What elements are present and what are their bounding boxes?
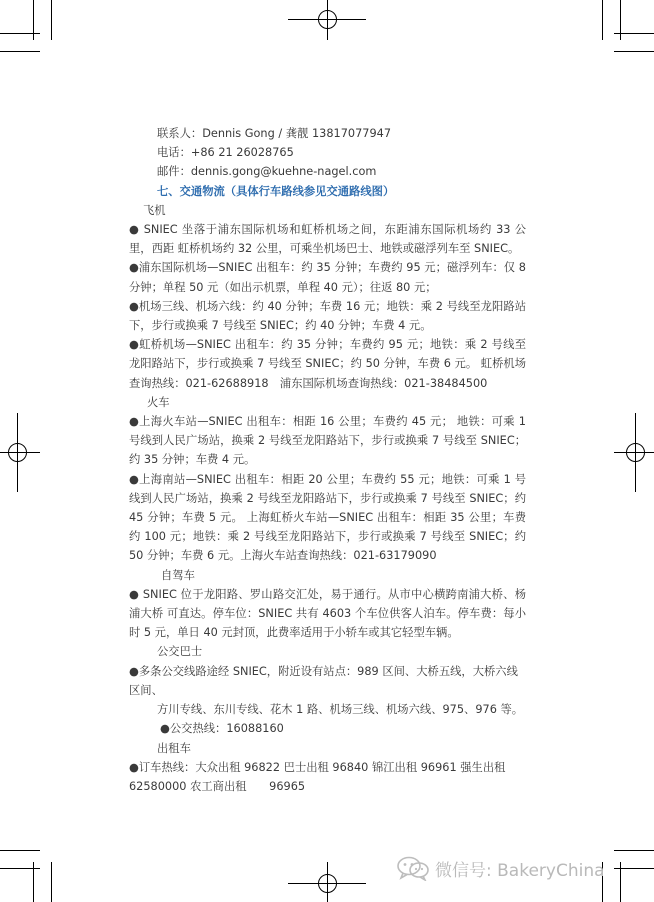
airplane-heading: 飞机: [143, 203, 166, 217]
crop-mark-top-right: [603, 0, 654, 52]
taxi-hotline-line: 62580000 农工商出租 96965: [129, 779, 306, 793]
crop-mark-top-left: [0, 0, 52, 52]
bus-heading: 公交巴士: [157, 645, 203, 659]
wechat-watermark: [396, 853, 605, 883]
registration-mark-bottom: [288, 862, 366, 902]
bus-hotline: ●公交热线：16088160: [160, 722, 284, 736]
contact-email: 邮件：dennis.gong@kuehne-nagel.com: [157, 165, 377, 179]
train-heading: 火车: [147, 395, 170, 409]
self-drive-heading: 自驾车: [161, 568, 195, 582]
airplane-paragraph: ●机场三线、机场六线：约 40 分钟；车费 16 元；地铁：乘 2 号线至龙阳路站下，步行或换乘 7 号线至 SNIEC；约 40 分钟；车费 4 元。: [129, 299, 526, 333]
airplane-paragraph: ●虹桥机场—SNIEC 出租车：约 35 分钟；车费约 95 元；地铁：乘 2 号线至龙阳路站下，步行或换乘 7 号线至 SNIEC；约 50 分钟，车费 6 元。 虹桥机场查询热线：021-62688918 浦东国际机场查询热线：021-38484500: [129, 338, 526, 390]
registration-mark-left: [0, 413, 40, 492]
document-body: [129, 124, 526, 796]
registration-mark-right: [614, 413, 654, 492]
airplane-paragraph: ●浦东国际机场—SNIEC 出租车：约 35 分钟；车费约 95 元；磁浮列车：仅 8 分钟；单程 50 元（如出示机票，单程 40 元）；往返 80 元；: [129, 261, 526, 294]
contact-phone: 电话：+86 21 26028765: [157, 146, 294, 160]
registration-mark-top: [288, 0, 366, 40]
crop-mark-bottom-left: [0, 851, 52, 902]
wechat-icon: [396, 855, 430, 881]
train-paragraph: ●上海火车站—SNIEC 出租车：相距 16 公里；车费约 45 元； 地铁：可乘 1 号线到人民广场站，换乘 2 号线至龙阳路站下，步行或换乘 7 号线至 SNIEC；约 35 分钟；车费 4 元。: [129, 415, 526, 467]
self-drive-paragraph: ● SNIEC 位于龙阳路、罗山路交汇处，易于通行。从市中心横跨南浦大桥、杨浦大桥 可直达。停车位：SNIEC 共有 4603 个车位供客人泊车。停车费：每小时 5 元，单日 40 元封顶，此费率适用于小轿车或其它轻型车辆。: [129, 587, 526, 640]
taxi-hotline-line: ●订车热线：大众出租 96822 巴士出租 96840 锦江出租 96961 强生出租: [129, 760, 506, 774]
airplane-paragraph: ● SNIEC 坐落于浦东国际机场和虹桥机场之间，东距浦东国际机场约 33 公里，西距 虹桥机场约 32 公里，可乘坐机场巴士、地铁或磁浮列车至 SNIEC。: [129, 223, 526, 256]
train-paragraph: ●上海南站—SNIEC 出租车：相距 20 公里；车费约 55 元；地铁：可乘 1 号线到人民广场站，换乘 2 号线至龙阳路站下，步行或换乘 7 号线至 SNIEC；约 45 分钟；车费 5 元。 上海虹桥火车站—SNIEC 出租车：相距 35 公里；车费约 100 元；地铁：乘 2 号线至龙阳路站下，步行或换乘 7 号线至 SNIEC；约 50 分钟；车费 6 元。上海火车站查询热线：021-63179090: [129, 472, 526, 563]
section-title: 七、交通物流（具体行车路线参见交通路线图）: [157, 184, 395, 198]
bus-routes-line: ●多条公交线路途经 SNIEC，附近设有站点：989 区间、大桥五线，大桥六线区间、: [129, 664, 518, 697]
contact-person: 联系人：Dennis Gong / 龚靓 13817077947: [157, 127, 392, 140]
bus-routes-line: 方川专线、东川专线、花木 1 路、机场三线、机场六线、975、976 等。: [157, 703, 524, 717]
watermark-text: 微信号: BakeryChina: [435, 860, 605, 881]
taxi-heading: 出租车: [157, 741, 191, 755]
crop-mark-bottom-right: [603, 851, 654, 902]
